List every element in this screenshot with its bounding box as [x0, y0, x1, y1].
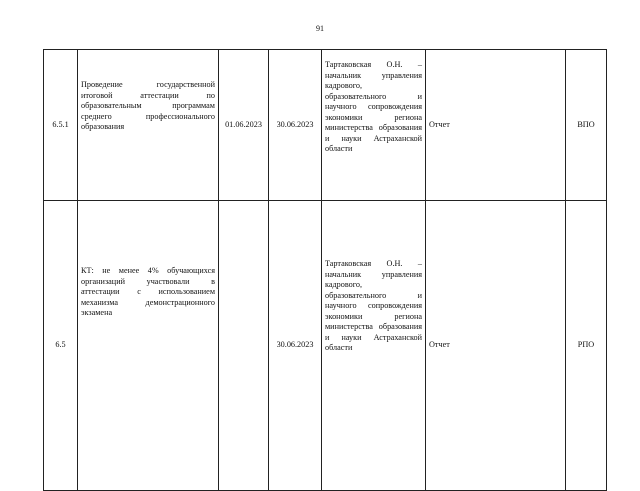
row-number: 6.5: [44, 201, 78, 491]
start-date: [219, 201, 269, 491]
result-document: Отчет: [426, 201, 566, 491]
start-date: 01.06.2023: [219, 50, 269, 201]
page-number: 91: [316, 24, 324, 33]
end-date: 30.06.2023: [269, 50, 322, 201]
event-description: Проведение государственной итоговой аттестации по образовательным программам среднего профессионального образования: [78, 50, 219, 201]
responsible-person: Тартаковская О.Н. – начальник управления кадрового, образовательного и научного сопровождения экономики региона министерства образования и науки Астраханской области: [322, 50, 426, 201]
plan-table: [43, 49, 607, 491]
event-description: КТ: не менее 4% обучающихся организаций участвовали в аттестации с использованием механизма демонстрационного экзамена: [78, 201, 219, 491]
table-row: [44, 201, 607, 491]
result-document: Отчет: [426, 50, 566, 201]
responsible-person: Тартаковская О.Н. – начальник управления кадрового, образовательного и научного сопровождения экономики региона министерства образования и науки Астраханской области: [322, 201, 426, 491]
result-type: ВПО: [566, 50, 607, 201]
row-number: 6.5.1: [44, 50, 78, 201]
end-date: 30.06.2023: [269, 201, 322, 491]
table-row: [44, 50, 607, 201]
result-type: РПО: [566, 201, 607, 491]
